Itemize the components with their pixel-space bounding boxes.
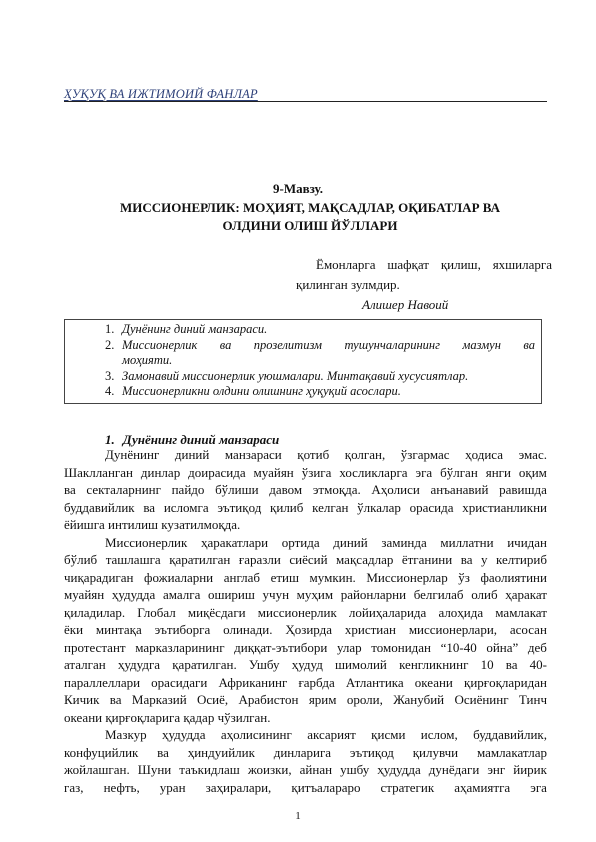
plan-item-number: 1. — [105, 322, 115, 336]
text-line: ва секталарнинг пайдо бўлиши давом этмоқда. Аҳолиси анъанавий равишда — [64, 482, 547, 497]
plan-item — [105, 384, 535, 400]
epigraph-word: Ёмонларга — [316, 257, 376, 272]
plan-item — [105, 322, 535, 338]
plan-item — [105, 369, 535, 385]
text-line: Мазкур ҳудудда аҳолисининг аксарият қисми ислом, буддавийлик, — [105, 727, 547, 742]
plan-item-text — [122, 338, 535, 354]
paragraph — [64, 446, 547, 534]
plan-list — [105, 322, 535, 400]
body-text — [64, 446, 547, 796]
plan-item-text-continued: моҳияти. — [122, 353, 173, 367]
plan-item-number: 4. — [105, 384, 115, 398]
text-line: Миссионерлик ҳаракатлари ортида диний заминда миллатни ичидан — [105, 534, 547, 550]
header-title: ҲУҚУҚ ВА ИЖТИМОИЙ ФАНЛАР — [64, 87, 258, 101]
plan-word: ва — [219, 337, 232, 352]
page-number: 1 — [295, 810, 301, 822]
text-line: Кичик ва Марказий Осиё, Арабистон ярим ороли, Жанубий Осиёнинг Тинч — [64, 692, 547, 707]
topic-title — [90, 199, 530, 235]
epigraph-author: Алишер Навоий — [362, 297, 449, 312]
paragraph — [64, 726, 547, 796]
text-line: Шаклланган динлар доирасида муайян ўзига хосликларга эга бўлган янги оқим — [64, 464, 547, 480]
plan-word: ва — [523, 337, 535, 352]
epigraph — [296, 255, 552, 315]
text-line: газ, нефть, уран заҳиралари, қитъалараро стратегик аҳамиятга эга — [64, 779, 547, 795]
plan-word: прозелитизм — [253, 337, 323, 352]
plan-word: мазмун — [462, 337, 501, 352]
plan-item-text: Миссионерликни олдини олишнинг ҳуқуқий асослари. — [122, 384, 401, 398]
header-rule — [64, 101, 547, 102]
topic-number: 9-Мавзу. — [272, 181, 324, 196]
plan-item — [105, 338, 535, 369]
topic-title-line: ОЛДИНИ ОЛИШ ЙЎЛЛАРИ — [222, 218, 398, 233]
text-line: Дунёнинг диний манзараси қотиб қолган, ўзгармас ҳодиса эмас. — [105, 447, 547, 462]
epigraph-word: шафқат — [387, 257, 429, 272]
plan-item-text: Замонавий миссионерлик уюшмалари. Минтақавий хусусиятлар. — [122, 368, 469, 383]
plan-item-number: 3. — [105, 368, 115, 383]
section-title: Дунёнинг диний манзараси — [122, 432, 280, 447]
text-line: протестант марказларининг диққат-эътибори улар томонидан “10-40 ойна” деб — [64, 639, 547, 655]
epigraph-line: қилинган зулмдир. — [296, 277, 400, 292]
text-line: чиқарадиган фожиаларни англаб етиш мумкин. Миссионерлар ўз фаолиятини — [64, 569, 547, 585]
paragraph — [64, 534, 547, 727]
text-line: қиладилар. Глобал миқёсдаги миссионерлик лойиҳаларида алоҳида мамлакат — [64, 604, 547, 620]
text-line: муайян ҳудудда амалга ошириш учун муҳим районларни белгилаб олиб ҳаракат — [64, 587, 547, 602]
running-header — [64, 87, 547, 102]
text-line: бўлиб ташлашга қаратилган ғаразли сиёсий мақсадлар ётганини ва у келтириб — [64, 552, 547, 567]
epigraph-line — [296, 255, 552, 275]
text-line: аталган ҳудудга қаратилган. Ушбу ҳудуд шимолий кенгликнинг 10 ва 40- — [64, 657, 547, 672]
text-line: ёйишга интилиш кузатилмоқда. — [64, 517, 241, 532]
plan-word: Миссионерлик — [122, 337, 198, 352]
epigraph-word: қилиш, — [440, 257, 481, 272]
text-line: параллеллари орасидаги Африканинг ғарбда Атлантика океани қирғоқларидан — [64, 674, 547, 690]
text-line: буддавийлик ва исломга эътиқод қилиб келган ўлкалар орасида христианликни — [64, 499, 547, 515]
text-line: жойлашган. Шуни таъкидлаш жоизки, айнан ушбу ҳудудда дунёдаги энг йирик — [64, 762, 547, 777]
epigraph-word: яхшиларга — [492, 257, 552, 272]
plan-item-number: 2. — [105, 337, 115, 352]
text-line: океани қирғоқларига қадар чўзилган. — [64, 709, 271, 725]
plan-word: тушунчаларининг — [344, 337, 440, 352]
section-number: 1. — [105, 432, 115, 447]
text-line: конфуцийлик ва ҳиндуийлик динларига эътиқод қилувчи мамлакатлар — [64, 744, 547, 760]
topic-title-line: МИССИОНЕРЛИК: МОҲИЯТ, МАҚСАДЛАР, ОҚИБАТЛАР ВА — [120, 200, 500, 215]
text-line: ёки минтақа эътиборга олинади. Ҳозирда христиан миссионерлари, асосан — [64, 622, 547, 637]
plan-item-text: Дунёнинг диний манзараси. — [122, 322, 268, 336]
